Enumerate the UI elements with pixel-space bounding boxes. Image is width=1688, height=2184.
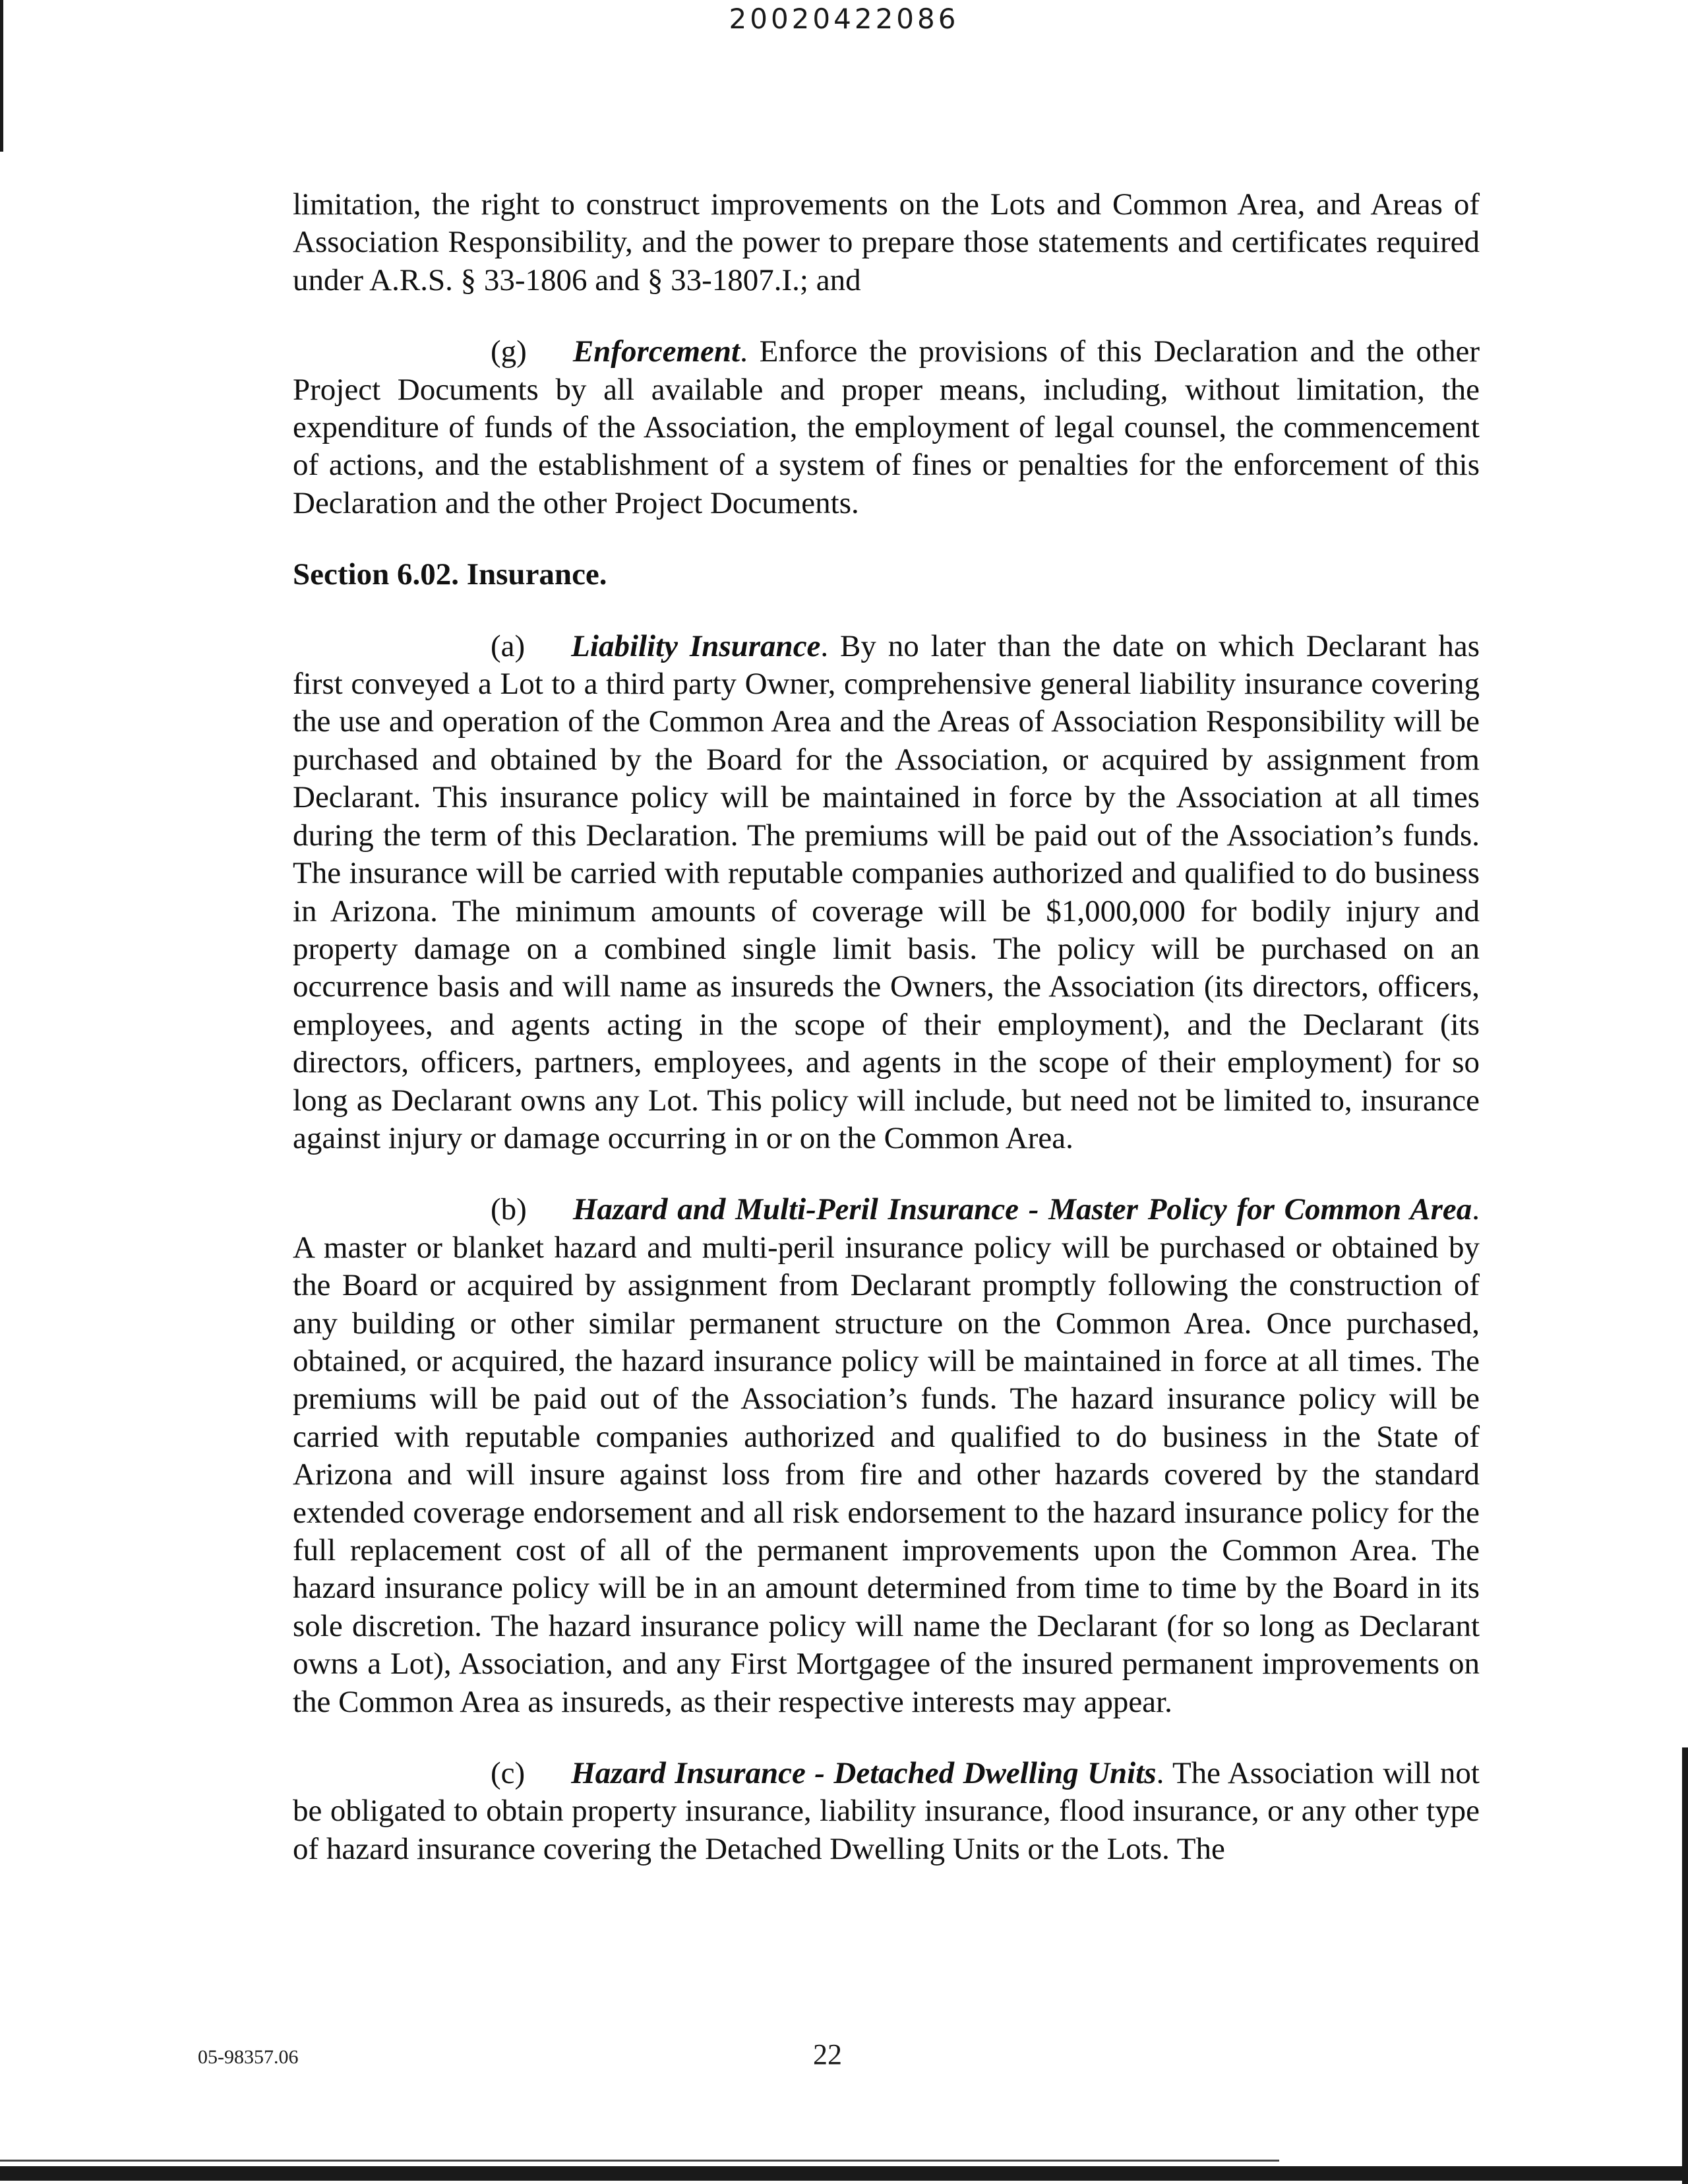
subsection-a: (a) Liability Insurance. By no later than the date on which Declarant has first conveyed a Lot to a third party Owner, comprehensive general liability insurance covering the use and operation of the Common Area and the Areas of Association Responsibility will be purchased and obtained by the Board for the Association, or acquired by assignment from Declarant. This insurance policy will be maintained in force by the Association at all times during the term of this Declaration. The premiums will be paid out of the Association’s funds. The insurance will be carried with reputable companies authorized and qualified to do business in Arizona. The minimum amounts of coverage will be $1,000,000 for bodily injury and property damage on a combined single limit basis. The policy will be purchased on an occurrence basis and will name as insureds the Owners, the Association (its directors, officers, employees, and agents acting in the scope of their employment), and the Declarant (its directors, officers, partners, employees, and agents in the scope of their employment) for so long as Declarant owns any Lot. This policy will include, but need not be limited to, insurance against injury or damage occurring in or on the Common Area.	[293, 628, 1480, 1155]
subsection-b: (b) Hazard and Multi-Peril Insurance - Master Policy for Common Area. A master or blanket hazard and multi-peril insurance policy will be purchased or obtained by the Board or acquired by assignment from Declarant promptly following the construction of any building or other similar permanent structure on the Common Area. Once purchased, obtained, or acquired, the hazard insurance policy will be maintained in force at all times. The premiums will be paid out of the Association’s funds. The hazard insurance policy will be carried with reputable companies authorized and qualified to do business in the State of Arizona and will insure against loss from fire and other hazards covered by the standard extended coverage endorsement and all risk endorsement to the hazard insurance policy for the full replacement cost of all of the permanent improvements upon the Common Area. The hazard insurance policy will be in an amount determined from time to time by the Board in its sole discretion. The hazard insurance policy will name the Declarant (for so long as Declarant owns a Lot), Association, and any First Mortgagee of the insured permanent improvements on the Common Area as insureds, as their respective interests may appear.	[293, 1192, 1480, 1719]
subsection-c: (c) Hazard Insurance - Detached Dwelling Units. The Association will not be obligated to obtain property insurance, liability insurance, flood insurance, or any other type of hazard insurance covering the Detached Dwelling Units or the Lots. The	[293, 1756, 1480, 1866]
subsection-c-title: Hazard Insurance - Detached Dwelling Units	[571, 1756, 1157, 1791]
footer-document-number: 05-98357.06	[198, 2046, 299, 2068]
subsection-c-text: The Association will not be obligated to obtain property insurance, liability insurance, flood insurance, or any other type of hazard insurance covering the Detached Dwelling Units or the Lots. The	[293, 1756, 1480, 1866]
subsection-g-title: Enforcement	[572, 334, 740, 369]
recording-stamp-number: 20020422086	[729, 3, 959, 35]
subsection-b-title: Hazard and Multi-Peril Insurance - Master Policy for Common Area	[572, 1192, 1472, 1227]
document-body	[293, 186, 1480, 1902]
subsection-a-text: By no later than the date on which Declarant has first conveyed a Lot to a third party Owner, comprehensive general liability insurance covering the use and operation of the Common Area and the Areas of Association Responsibility will be purchased and obtained by the Board for the Association, or acquired by assignment from Declarant. This insurance policy will be maintained in force by the Association at all times during the term of this Declaration. The premiums will be paid out of the Association’s funds. The insurance will be carried with reputable companies authorized and qualified to do business in Arizona. The minimum amounts of coverage will be $1,000,000 for bodily injury and property damage on a combined single limit basis. The policy will be purchased on an occurrence basis and will name as insureds the Owners, the Association (its directors, officers, employees, and agents acting in the scope of their employment), and the Declarant (its directors, officers, partners, employees, and agents in the scope of their employment) for so long as Declarant owns any Lot. This policy will include, but need not be limited to, insurance against injury or damage occurring in or on the Common Area.	[293, 628, 1480, 1155]
scan-right-edge	[1682, 1747, 1688, 2184]
subsection-b-text: A master or blanket hazard and multi-peril insurance policy will be purchased or obtained by the Board or acquired by assignment from Declarant promptly following the construction of any building or other similar permanent structure on the Common Area. Once purchased, obtained, or acquired, the hazard insurance policy will be maintained in force at all times. The premiums will be paid out of the Association’s funds. The hazard insurance policy will be carried with reputable companies authorized and qualified to do business in the State of Arizona and will insure against loss from fire and other hazards covered by the standard extended coverage endorsement and all risk endorsement to the hazard insurance policy for the full replacement cost of all of the permanent improvements upon the Common Area. The hazard insurance policy will be in an amount determined from time to time by the Board in its sole discretion. The hazard insurance policy will name the Declarant (for so long as Declarant owns a Lot), Association, and any First Mortgagee of the insured permanent improvements on the Common Area as insureds, as their respective interests may appear.	[293, 1230, 1480, 1719]
section-heading: Section 6.02. Insurance.	[293, 557, 607, 592]
scan-bottom-line	[0, 2160, 1279, 2162]
subsection-c-label: (c)	[491, 1756, 526, 1791]
scan-bottom-edge	[0, 2166, 1688, 2181]
continuation-paragraph: limitation, the right to construct improvements on the Lots and Common Area, and Areas of Association Responsibility, and the power to prepare those statements and certificates required under A.R.S. § 33-1806 and § 33-1807.I.; and	[293, 187, 1480, 297]
subsection-b-label: (b)	[491, 1192, 527, 1227]
subsection-a-label: (a)	[491, 628, 526, 663]
subsection-g-label: (g)	[491, 334, 527, 369]
subsection-a-title: Liability Insurance	[571, 628, 821, 663]
subsection-g: (g) Enforcement. Enforce the provisions of this Declaration and the other Project Documents by all available and proper means, including, without limitation, the expenditure of funds of the Association, the employment of legal counsel, the commencement of actions, and the establishment of a system of fines or penalties for the enforcement of this Declaration and the other Project Documents.	[293, 334, 1480, 520]
footer-page-number: 22	[813, 2038, 842, 2071]
subsection-g-text: Enforce the provisions of this Declaration and the other Project Documents by all available and proper means, including, without limitation, the expenditure of funds of the Association, the employment of legal counsel, the commencement of actions, and the establishment of a system of fines or penalties for the enforcement of this Declaration and the other Project Documents.	[293, 334, 1480, 520]
